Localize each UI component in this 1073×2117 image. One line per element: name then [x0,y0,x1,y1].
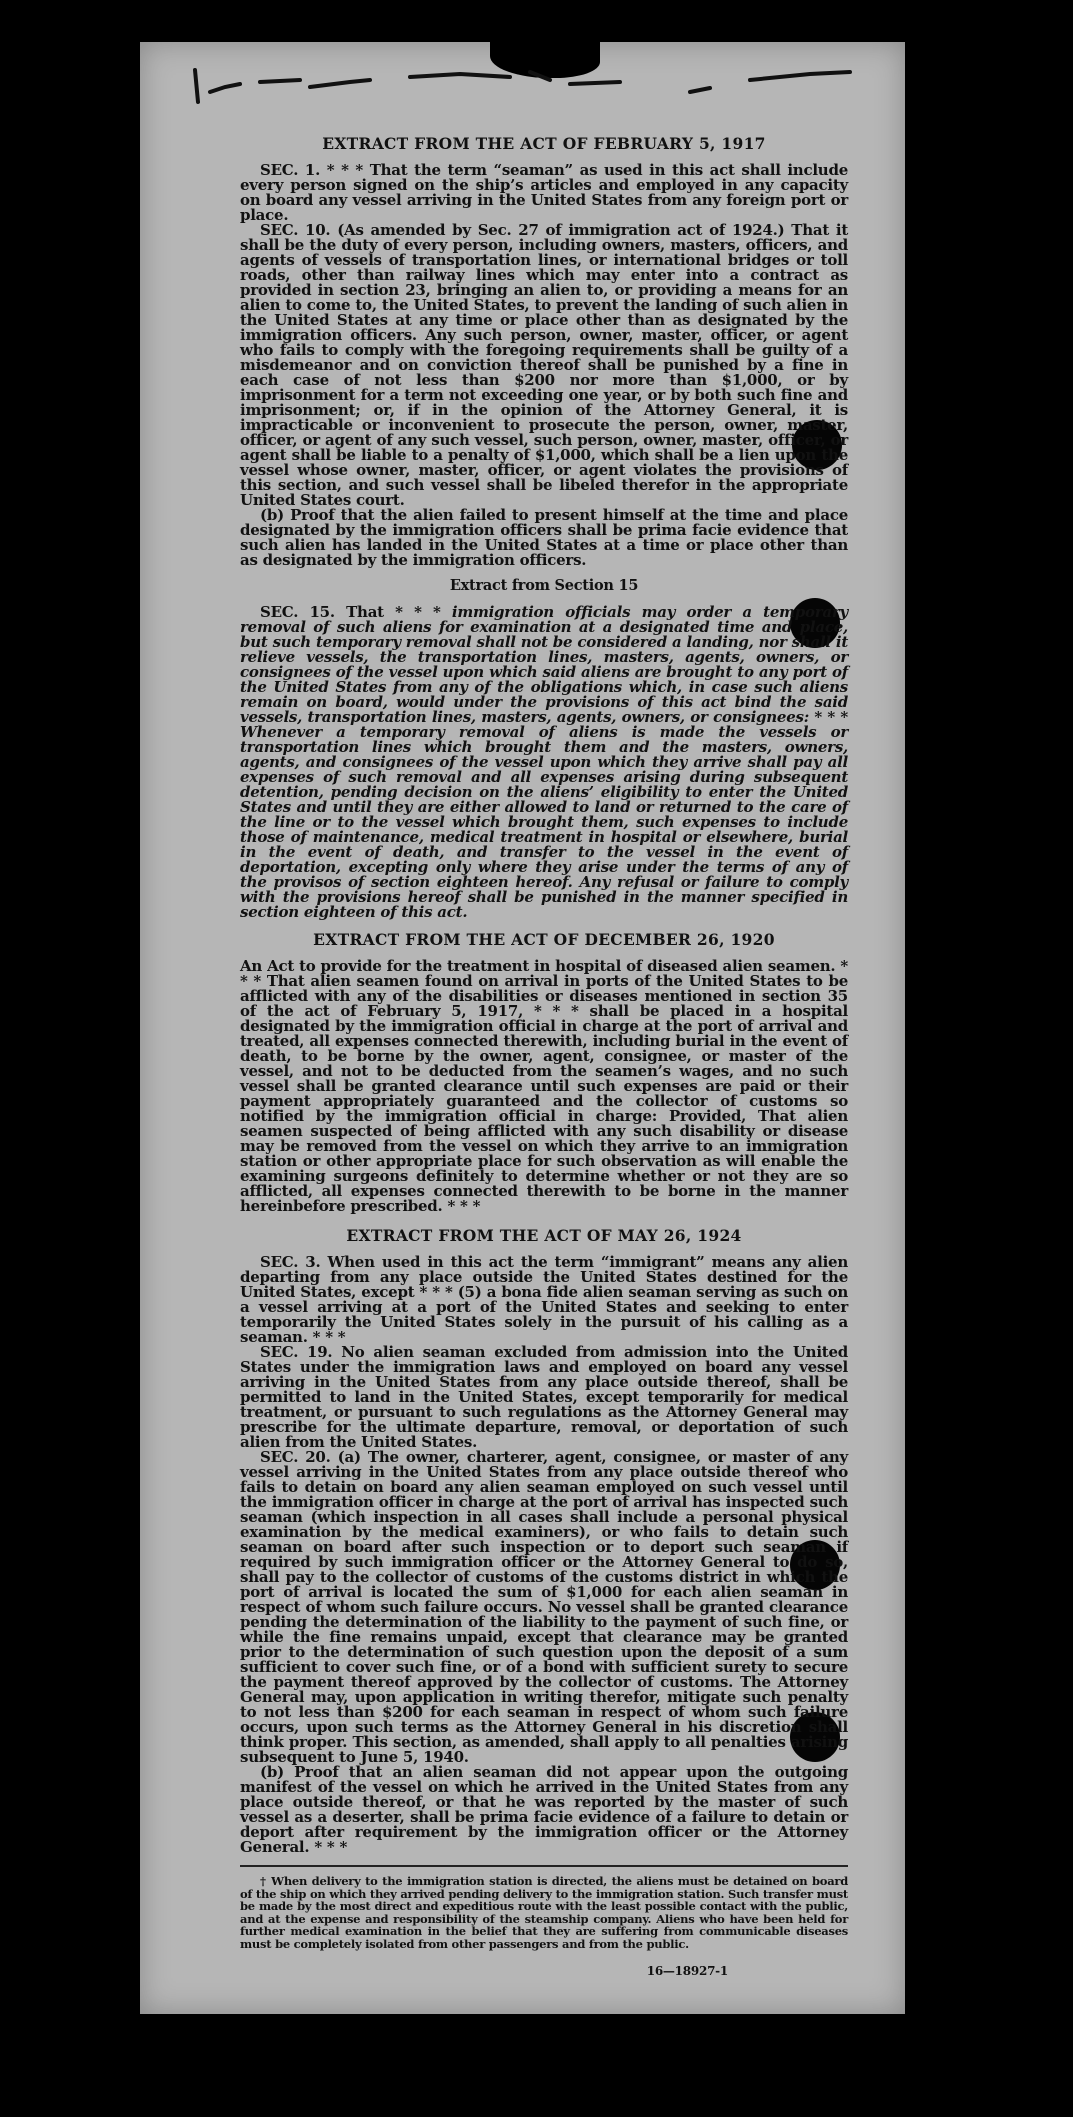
paragraph-sec20: SEC. 20. (a) The owner, charterer, agent, consignee, or master of any vessel arriving in the United States from any place outside thereof who fails to detain on board any alien seaman employed on such vessel until the immigration officer in charge at the port of arrival has inspected such seaman (which inspection in all cases shall include a personal physical examination by the medical examiners), or who fails to detain such seaman on board after such inspection or to deport such seaman if required by such immigration officer or the Attorney General to do so, shall pay to the collector of customs of the customs district in which the port of arrival is located the sum of $1,000 for each alien seaman in respect of whom such failure occurs. No vessel shall be granted clearance pending the determination of the liability to the payment of such fine, or while the fine remains unpaid, except that clearance may be granted prior to the determination of such question upon the deposit of a sum sufficient to cover such fine, or of a bond with sufficient surety to secure the payment thereof approved by the collector of customs. The Attorney General may, upon application in writing therefor, mitigate such penalty to not less than $200 for each seaman in respect of whom such failure occurs, upon such terms as the Attorney General in his discretion shall think proper. This section, as amended, shall apply to all penalties arising subsequent to June 5, 1940. [240,1448,848,1766]
paragraph-sec20-b: (b) Proof that an alien seaman did not appear upon the outgoing manifest of the vessel on which he arrived in the United States from any place outside thereof, or that he was reported by the master of such vessel as a deserter, shall be prima facie evidence of a failure to detain or deport after requirement by the immigration officer or the Attorney General. * * * [240,1763,848,1856]
heading-section-15: Extract from Section 15 [449,577,639,594]
heading-act-1920: EXTRACT FROM THE ACT OF DECEMBER 26, 1920 [313,930,775,949]
handwritten-marks [150,62,870,112]
paragraph-sec3: SEC. 3. When used in this act the term “immigrant” means any alien departing from any place outside the United States destined for the United States, except * * * (5) a bona fide alien seaman serving as such on a vessel arriving at a port of the United States and seeking to enter temporarily the United States solely in the pursuit of his calling as a seaman. * * * [240,1253,848,1346]
heading-act-1924: EXTRACT FROM THE ACT OF MAY 26, 1924 [346,1226,742,1245]
paragraph-sec15 [240,605,848,920]
paragraph-sec19: SEC. 19. No alien seaman excluded from admission into the United States under the immigration laws and employed on board any vessel arriving in the United States from any place outside thereof, shall be permitted to land in the United States, except temporarily for medical treatment, or pursuant to such regulations as the Attorney General may prescribe for the ultimate departure, removal, or deportation of such alien from the United States. [240,1343,848,1451]
paragraph-sec10: SEC. 10. (As amended by Sec. 27 of immigration act of 1924.) That it shall be the duty of every person, including owners, masters, officers, and agents of vessels of transportation lines, or international bridges or toll roads, other than railway lines which may enter into a contract as provided in section 23, bringing an alien to, or providing a means for an alien to come to, the United States, to prevent the landing of such alien in the United States at any time or place other than as designated by the immigration officers. Any such person, owner, master, officer, or agent who fails to comply with the foregoing requirements shall be guilty of a misdemeanor and on conviction thereof shall be punished by a fine in each case of not less than $200 nor more than $1,000, or by imprisonment for a term not exceeding one year, or by both such fine and imprisonment; or, if in the opinion of the Attorney General, it is impracticable or inconvenient to prosecute the person, owner, master, officer, or agent of any such vessel, such person, owner, master, officer, or agent shall be liable to a penalty of $1,000, which shall be a lien upon the vessel whose owner, master, officer, or agent violates the provisions of this section, and such vessel shall be libeled therefor in the appropriate United States court. [240,221,848,509]
paragraph-act-1920: An Act to provide for the treatment in hospital of diseased alien seamen. * * * That alien seamen found on arrival in ports of the United States to be afflicted with any of the disabilities or diseases mentioned in section 35 of the act of February 5, 1917, * * * shall be placed in a hospital designated by the immigration official in charge at the port of arrival and treated, all expenses connected therewith, including burial in the event of death, to be borne by the owner, agent, consignee, or master of the vessel, and not to be deducted from the seamen’s wages, and no such vessel shall be granted clearance until such expenses are paid or their payment appropriately guaranteed and the collector of customs so notified by the immigration official in charge: Provided, That alien seamen suspected of being afflicted with any such disability or disease may be removed from the vessel on which they arrive to an immigration station or other appropriate place for such observation as will enable the examining surgeons definitely to determine whether or not they are so afflicted, all expenses connected therewith to be borne in the manner hereinbefore prescribed. * * * [240,957,848,1215]
footnote-divider [240,1865,848,1867]
paragraph-sec10-b: (b) Proof that the alien failed to present himself at the time and place designated by the immigration officers shall be prima facie evidence that such alien has landed in the United States at a time or place other than as designated by the immigration officers. [240,506,848,569]
sec15-lead: SEC. 15. That * * * [260,603,452,621]
paragraph-sec1: SEC. 1. * * * That the term “seaman” as used in this act shall include every person signed on the ship’s articles and employed in any capacity on board any vessel arriving in the United States from any foreign port or place. [240,161,848,224]
heading-act-1917: EXTRACT FROM THE ACT OF FEBRUARY 5, 1917 [322,134,766,153]
sec15-body: immigration officials may order a temporary removal of such aliens for examination at a designated time and place, but such temporary removal shall not be considered a landing, nor shall it relieve vessels, the transportation lines, masters, agents, owners, or consignees of the vessel upon which said aliens are brought to any port of the United States from any of the obligations which, in case such aliens remain on board, would under the provisions of this act bind the said vessels, transportation lines, masters, agents, owners, or consignees: * * * Whenever a temporary removal of aliens is made the vessels or transportation lines which brought them and the masters, owners, agents, and consignees of the vessel upon which they arrive shall pay all expenses of such removal and all expenses arising during subsequent detention, pending decision on the aliens’ eligibility to enter the United States and until they are either allowed to land or returned to the care of the line or to the vessel which brought them, such expenses to include those of maintenance, medical treatment in hospital or elsewhere, burial in the event of death, and transfer to the vessel in the event of deportation, excepting only where they arise under the terms of any of the provisos of section eighteen hereof. Any refusal or failure to comply with the provisions hereof shall be punished in the manner specified in section eighteen of this act. [240,603,848,921]
form-code: 16—18927-1 [646,1964,728,1978]
footnote: † When delivery to the immigration station is directed, the aliens must be detained on board of the ship on which they arrived pending delivery to the immigration station. Such transfer must be made by the most direct and expeditious route with the least possible contact with the public, and at the expense and responsibility of the steamship company. Aliens who have been held for further medical examination in the belief that they are suffering from communicable diseases must be completely isolated from other passengers and from the public. [240,1874,848,1951]
document-body [240,130,848,1979]
